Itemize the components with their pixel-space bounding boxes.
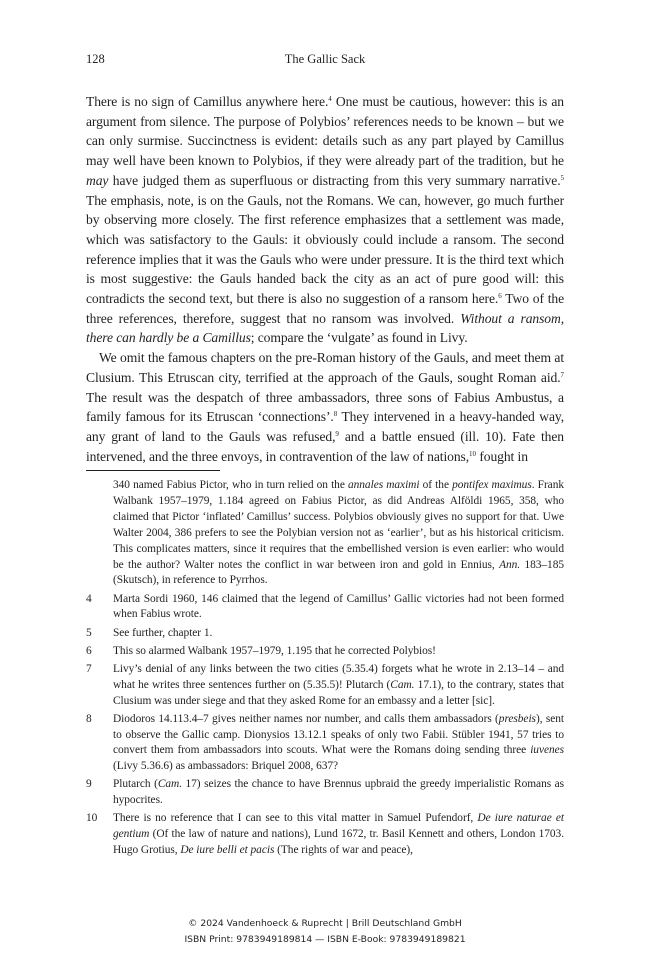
footnote: [86, 662, 564, 710]
footnote-number: 7: [86, 662, 92, 675]
footnote-rule: [86, 470, 220, 471]
footnote: [86, 592, 564, 624]
publisher-imprint: © 2024 Vandenhoeck & Ruprecht | Brill Deutschland GmbH: [188, 918, 462, 929]
italic-text: Cam.: [390, 678, 415, 691]
footnote: [86, 626, 564, 642]
italic-text: De iure naturae et gentium: [113, 812, 564, 841]
footnote-marker: 8: [333, 410, 338, 419]
page-number: 128: [86, 52, 105, 66]
footnote: [86, 811, 564, 859]
isbn-line: ISBN Print: 9783949189814 — ISBN E-Book: 9783949189821: [184, 934, 466, 945]
footnote-number: 8: [86, 712, 92, 725]
footnote-marker: 6: [498, 292, 502, 301]
footnote-text: Marta Sordi 1960, 146 claimed that the legend of Camillus’ Gallic victories had not been formed when Fabius wrote.: [113, 592, 564, 621]
main-text: [86, 92, 564, 466]
footnote-marker: 7: [560, 370, 564, 379]
italic-text: iuvenes: [530, 744, 564, 757]
footnote: [86, 644, 564, 660]
italic-text: Ann.: [499, 558, 521, 571]
footnotes: [86, 478, 564, 861]
italic-text: presbeis: [498, 712, 536, 725]
italic-text: may: [86, 172, 109, 188]
italic-text: De iure belli et pacis: [180, 844, 275, 857]
footnote-number: 5: [86, 626, 92, 639]
italic-text: annales maximi: [348, 479, 420, 491]
footnote-text: Diodoros 14.113.4–7 gives neither names nor number, and calls them ambassadors (presbeis), sent to observe the Gallic camp. Dionysios 13.12.1 speaks of only two Fabii. Stübler 1941, 57 tries to convert them from ambassadors into scouts. What were the Romans doing sending three iuvenes (Livy 5.36.6) as ambassadors: Briquel 2008, 637?: [113, 712, 564, 773]
running-title: The Gallic Sack: [284, 52, 366, 66]
footnote-text: There is no reference that I can see to this vital matter in Samuel Pufendorf, De iure naturae et gentium (Of the law of nature and nations), Lund 1672, tr. Basil Kennett and others, London 1703. Hugo Grotius, De iure belli et pacis (The rights of war and peace),: [113, 812, 564, 857]
footnote-marker: 10: [469, 449, 477, 458]
footnote: [86, 777, 564, 809]
footnote-text: Livy’s denial of any links between the two cities (5.35.4) forgets what he wrote in 2.13–14 – and what he writes three sentences further on (5.35.5)! Plutarch (Cam. 17.1), to the contrary, states that Clusium was under siege and that they asked Rome for an embassy and a letter [sic].: [113, 662, 564, 707]
running-head: [86, 52, 564, 70]
footnote-marker: 4: [328, 95, 332, 103]
footnote-number: 6: [86, 644, 92, 657]
footnote-number: 9: [86, 778, 92, 791]
footnote-continuation: 340 named Fabius Pictor, who in turn relied on the annales maximi of the pontifex maximus. Frank Walbank 1957–1979, 1.184 agreed on Fabius Pictor, as did Andreas Alföldi 1965, 358, who claimed that Pictor ‘inflated’ Camillus’ success. Polybios obviously gives no support for that. Uwe Walter 2004, 386 prefers to see the Polybian version not as ‘earlier’, but as his historical criticism. This complicates matters, since it requires that the embellished version is even earlier: who would be the author? Walter notes the conflict in war between iron and gold in Ennius, Ann. 183–185 (Skutsch), in reference to Pyrrhos.: [113, 479, 564, 587]
footnote-marker: 9: [335, 429, 339, 438]
footnote-text: See further, chapter 1.: [113, 626, 213, 639]
paragraph: We omit the famous chapters on the pre-Roman history of the Gauls, and meet them at Clusium. This Etruscan city, terrified at the approach of the Gauls, sought Roman aid.$^7$ The result was the despatch of three ambassadors, three sons of Fabius Ambustus, a family famous for its Etruscan ‘connections’.$^8$ They intervened in a heavy-handed way, any grant of land to the Gauls was refused,$^9$ and a battle ensued (ill. 10). Fate then intervened, and the three envoys, in contravention of the law of nations,$^{10}$ fought in: [86, 350, 564, 464]
footnote-marker: 5: [560, 173, 564, 182]
footnote-text: Plutarch (Cam. 17) seizes the chance to have Brennus upbraid the greedy imperialistic Romans as hypocrites.: [113, 778, 564, 807]
paragraph: There is no sign of Camillus anywhere here.$^4$ One must be cautious, however: this is an argument from silence. The purpose of Polybios’ references needs to be known – but we can only surmise. Succinctness is evident: details such as any part played by Camillus may well have been known to Polybios, if they were already part of the tradition, but he may have judged them as superfluous or distracting from this very summary narrative.$^5$ The emphasis, note, is on the Gauls, not the Romans. We can, however, go much further by observing more closely. The first reference emphasizes that a settlement was made, which was satisfactory to the Gauls: it obviously could include a ransom. The second reference implies that it was the Gauls who were under pressure. It is the third text which is most suggestive: the Gauls handed back the city as an act of pure good will: this contradicts the second text, but there is also no suggestion of a ransom here.$^6$ Two of the three references, therefore, suggest that no ransom was involved. Without a ransom, there can hardly be a Camillus; compare the ‘vulgate’ as found in Livy.: [86, 94, 564, 346]
italic-text: Without a ransom, there can hardly be a Camillus: [86, 310, 564, 346]
footnote: [86, 712, 564, 776]
footnote-text: This so alarmed Walbank 1957–1979, 1.195 that he corrected Polybios!: [113, 644, 436, 657]
italic-text: pontifex maximus: [452, 479, 532, 491]
footnote-list: [86, 592, 564, 860]
footnote-number: 4: [86, 592, 92, 605]
italic-text: Cam.: [157, 778, 182, 791]
footnote-number: 10: [86, 812, 98, 825]
